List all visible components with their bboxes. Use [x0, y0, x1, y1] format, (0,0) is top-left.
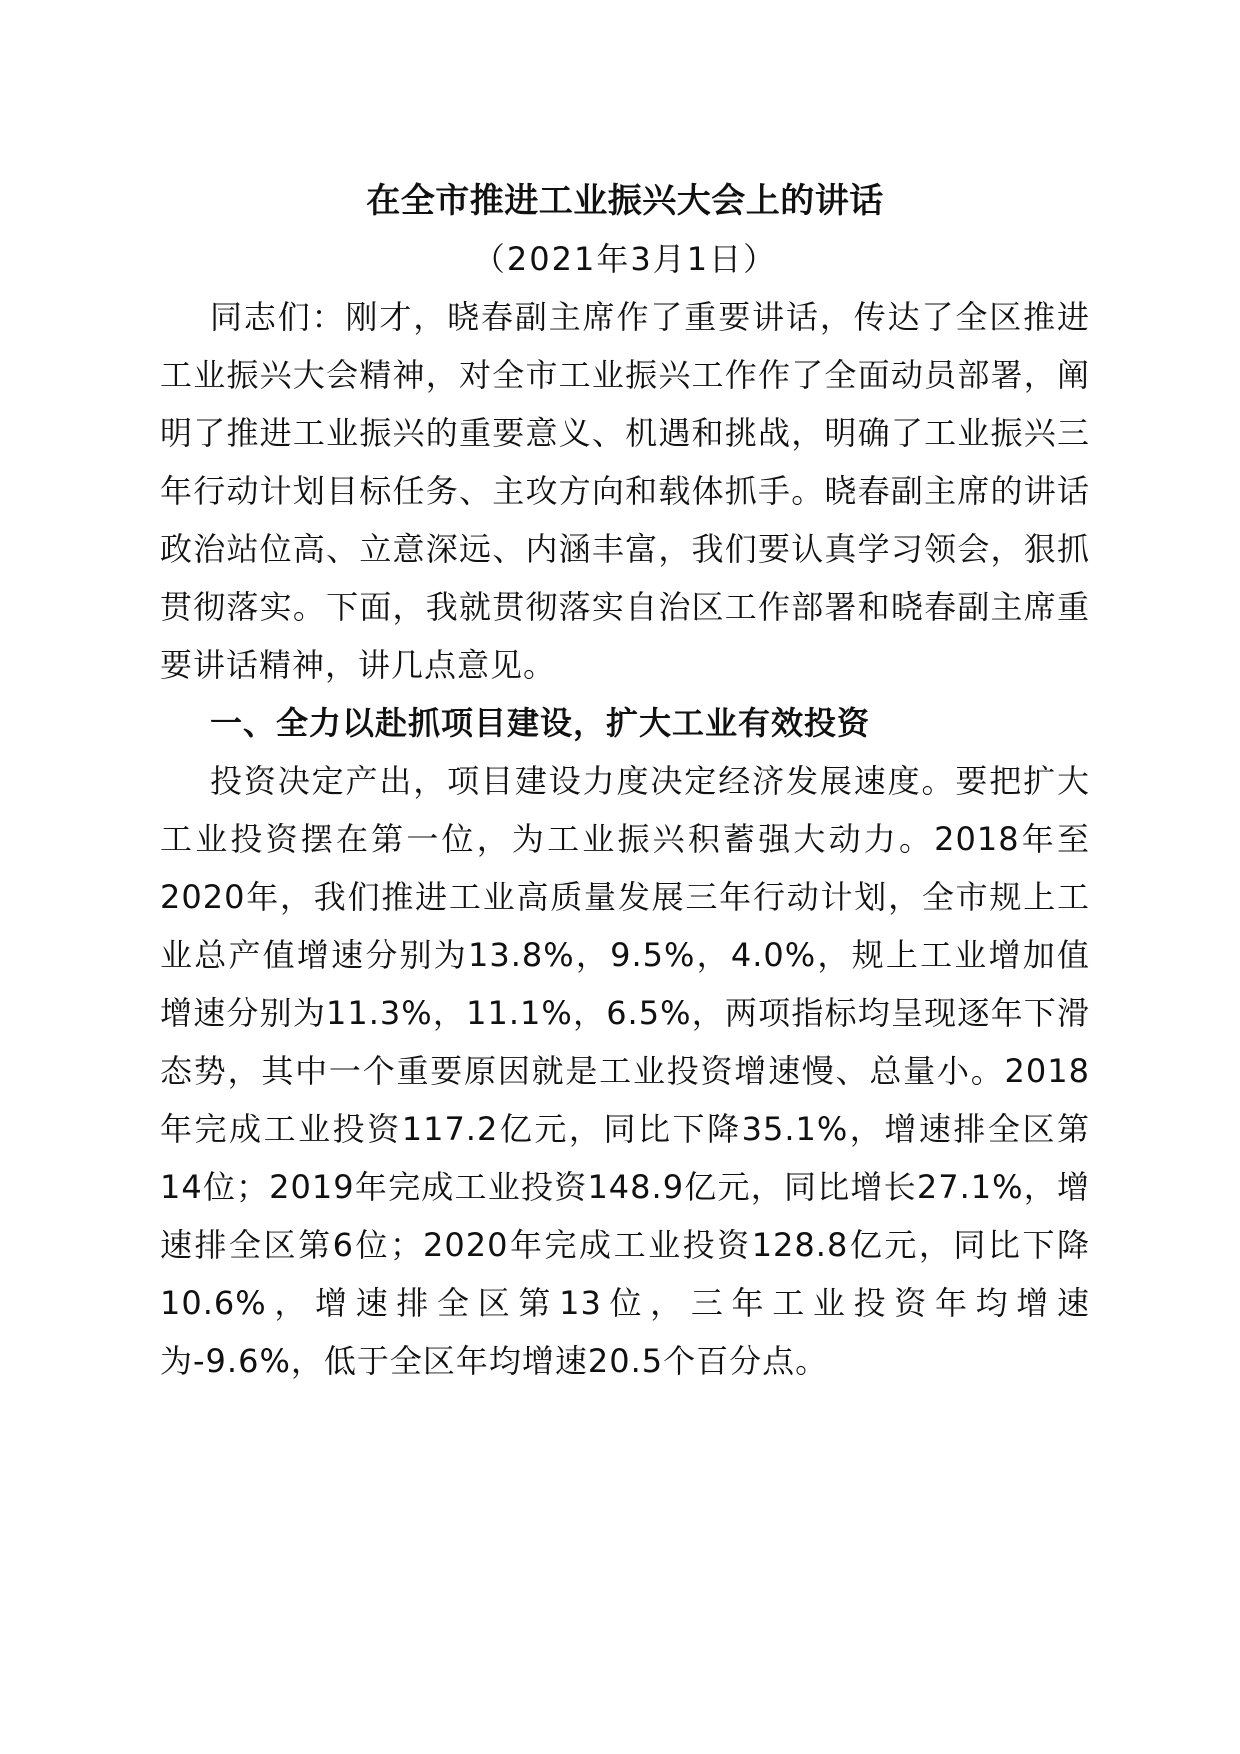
document-date: （2021年3月1日）	[472, 240, 778, 278]
intro-paragraph: 同志们：刚才，晓春副主席作了重要讲话，传达了全区推进工业振兴大会精神，对全市工业振兴工作作了全面动员部署，阐明了推进工业振兴的重要意义、机遇和挑战，明确了工业振兴三年行动计划目标任务、主攻方向和载体抓手。晓春副主席的讲话政治站位高、立意深远、内涵丰富，我们要认真学习领会，狠抓贯彻落实。下面，我就贯彻落实自治区工作部署和晓春副主席重要讲话精神，讲几点意见。	[160, 298, 1090, 684]
document-body	[160, 172, 1090, 1390]
document-title: 在全市推进工业振兴大会上的讲话	[366, 181, 884, 221]
section-heading: 一、全力以赴抓项目建设，扩大工业有效投资	[210, 704, 871, 742]
section-paragraph: 投资决定产出，项目建设力度决定经济发展速度。要把扩大工业投资摆在第一位，为工业振兴积蓄强大动力。2018年至2020年，我们推进工业高质量发展三年行动计划，全市规上工业总产值增速分别为13.8%，9.5%，4.0%，规上工业增加值增速分别为11.3%，11.1%，6.5%，两项指标均呈现逐年下滑态势，其中一个重要原因就是工业投资增速慢、总量小。2018年完成工业投资117.2亿元，同比下降35.1%，增速排全区第14位；2019年完成工业投资148.9亿元，同比增长27.1%，增速排全区第6位；2020年完成工业投资128.8亿元，同比下降10.6%，增速排全区第13位，三年工业投资年均增速为-9.6%，低于全区年均增速20.5个百分点。	[160, 762, 1090, 1380]
